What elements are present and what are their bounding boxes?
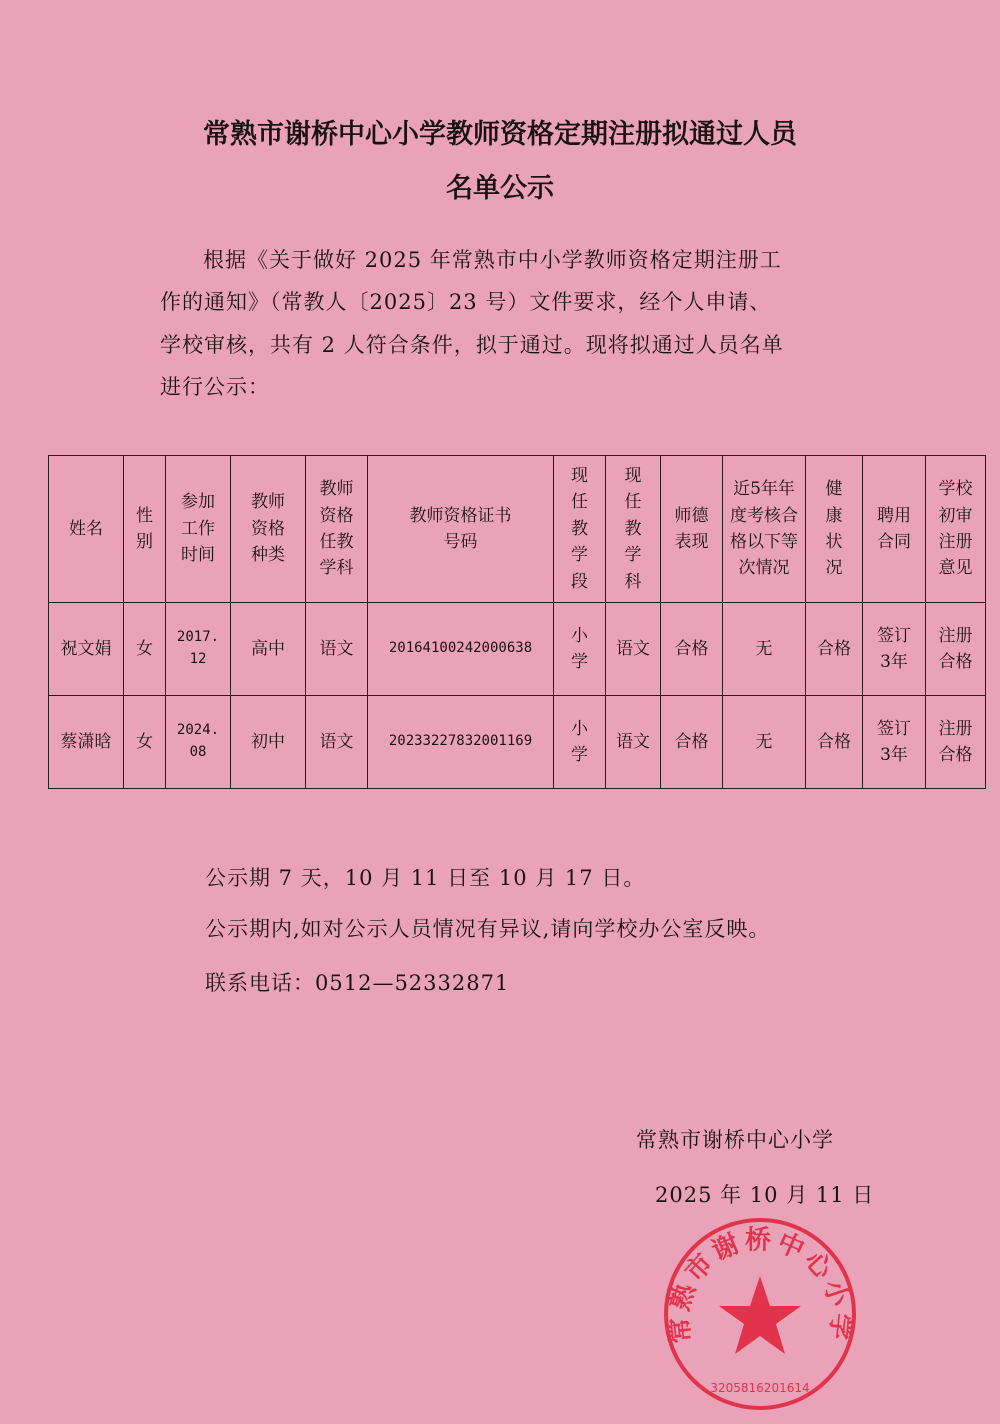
- table-cell: [863, 696, 926, 789]
- seal-code: 3205816201614: [710, 1381, 810, 1395]
- cell-value: 签订3年: [876, 625, 911, 672]
- table-cell: [368, 603, 554, 696]
- cell-value: 女: [136, 638, 153, 659]
- column-header: [926, 456, 986, 603]
- cell-value: 2024.08: [176, 722, 220, 760]
- seal-text: 常熟市谢桥中心小学: [663, 1225, 857, 1345]
- table-cell: [926, 603, 986, 696]
- table-cell: [306, 696, 368, 789]
- table-cell: [554, 603, 606, 696]
- column-header-label: 教师资格种类: [250, 492, 285, 566]
- column-header-label: 现任教学科: [624, 466, 642, 592]
- table-cell: [806, 603, 863, 696]
- table-cell: [723, 603, 806, 696]
- column-header: [49, 456, 124, 603]
- column-header-label: 聘用合同: [876, 505, 911, 552]
- teacher-list-table: [48, 455, 986, 789]
- table-cell: [661, 696, 723, 789]
- table-cell: [124, 603, 166, 696]
- cell-value: 20164100242000638: [388, 640, 533, 657]
- column-header: [723, 456, 806, 603]
- intro-line: 作的通知》（常教人〔2025〕23 号）文件要求，经个人申请、: [160, 290, 772, 314]
- cell-value: 小学: [571, 625, 588, 672]
- signing-organization: 常熟市谢桥中心小学: [636, 1128, 834, 1152]
- table-cell: [306, 603, 368, 696]
- table-row: [49, 696, 986, 789]
- cell-value: 高中: [251, 638, 285, 659]
- table-cell: [863, 603, 926, 696]
- objection-note: 公示期内,如对公示人员情况有异议,请向学校办公室反映。: [205, 917, 771, 941]
- intro-line: 进行公示：: [160, 375, 270, 399]
- table-cell: [49, 696, 124, 789]
- column-header: [661, 456, 723, 603]
- cell-value: 语文: [616, 638, 650, 659]
- table-cell: [231, 603, 306, 696]
- document-title-line2: 名单公示: [446, 173, 554, 204]
- table-cell: [49, 603, 124, 696]
- cell-value: 蔡潇晗: [60, 731, 112, 752]
- column-header-label: 参加工作时间: [180, 492, 215, 566]
- cell-value: 语文: [319, 638, 354, 659]
- table-cell: [231, 696, 306, 789]
- column-header-label: 健康状况: [825, 479, 843, 579]
- intro-line: 学校审核，共有 2 人符合条件，拟于通过。现将拟通过人员名单: [160, 333, 784, 357]
- cell-value: 祝文娟: [60, 638, 112, 659]
- column-header: [124, 456, 166, 603]
- column-header: [166, 456, 231, 603]
- table-header-row: [49, 456, 986, 603]
- cell-value: 2017.12: [176, 629, 220, 667]
- column-header-label: 近5年年度考核合格以下等次情况: [729, 479, 798, 579]
- cell-value: 无: [755, 638, 773, 659]
- column-header: [863, 456, 926, 603]
- seal-star-icon: [719, 1276, 801, 1354]
- cell-value: 注册合格: [938, 718, 973, 765]
- table-row: [49, 603, 986, 696]
- cell-value: 女: [136, 731, 153, 752]
- table-cell: [606, 696, 661, 789]
- cell-value: 语文: [616, 731, 650, 752]
- table-cell: [806, 696, 863, 789]
- column-header-label: 教师资格证书号码: [409, 505, 512, 552]
- column-header-label: 现任教学段: [571, 466, 588, 592]
- table-cell: [166, 603, 231, 696]
- column-header: [806, 456, 863, 603]
- cell-value: 合格: [817, 731, 851, 752]
- notice-period: 公示期 7 天，10 月 11 日至 10 月 17 日。: [205, 866, 646, 890]
- column-header-label: 学校初审注册意见: [938, 479, 973, 579]
- intro-line: 根据《关于做好 2025 年常熟市中小学教师资格定期注册工: [203, 248, 782, 272]
- column-header: [306, 456, 368, 603]
- column-header: [554, 456, 606, 603]
- cell-value: 20233227832001169: [388, 733, 533, 750]
- column-header: [231, 456, 306, 603]
- column-header-label: 师德表现: [674, 505, 709, 552]
- cell-value: 小学: [571, 718, 588, 765]
- column-header: [606, 456, 661, 603]
- table-cell: [661, 603, 723, 696]
- table-cell: [124, 696, 166, 789]
- table-cell: [606, 603, 661, 696]
- column-header-label: 教师资格任教学科: [319, 479, 354, 579]
- table-cell: [723, 696, 806, 789]
- table-cell: [368, 696, 554, 789]
- cell-value: 初中: [251, 731, 285, 752]
- table-cell: [554, 696, 606, 789]
- cell-value: 无: [755, 731, 773, 752]
- cell-value: 合格: [674, 731, 709, 752]
- column-header-label: 性别: [136, 505, 153, 552]
- column-header: [368, 456, 554, 603]
- document-title-line1: 常熟市谢桥中心小学教师资格定期注册拟通过人员: [203, 119, 797, 150]
- official-seal-stamp: [660, 1214, 860, 1414]
- table-cell: [166, 696, 231, 789]
- signing-date: 2025 年 10 月 11 日: [655, 1183, 875, 1207]
- cell-value: 签订3年: [876, 718, 911, 765]
- cell-value: 合格: [817, 638, 851, 659]
- cell-value: 语文: [319, 731, 354, 752]
- column-header-label: 姓名: [69, 518, 103, 539]
- table-cell: [926, 696, 986, 789]
- cell-value: 合格: [674, 638, 709, 659]
- contact-phone: 联系电话：0512—52332871: [205, 971, 510, 995]
- cell-value: 注册合格: [938, 625, 973, 672]
